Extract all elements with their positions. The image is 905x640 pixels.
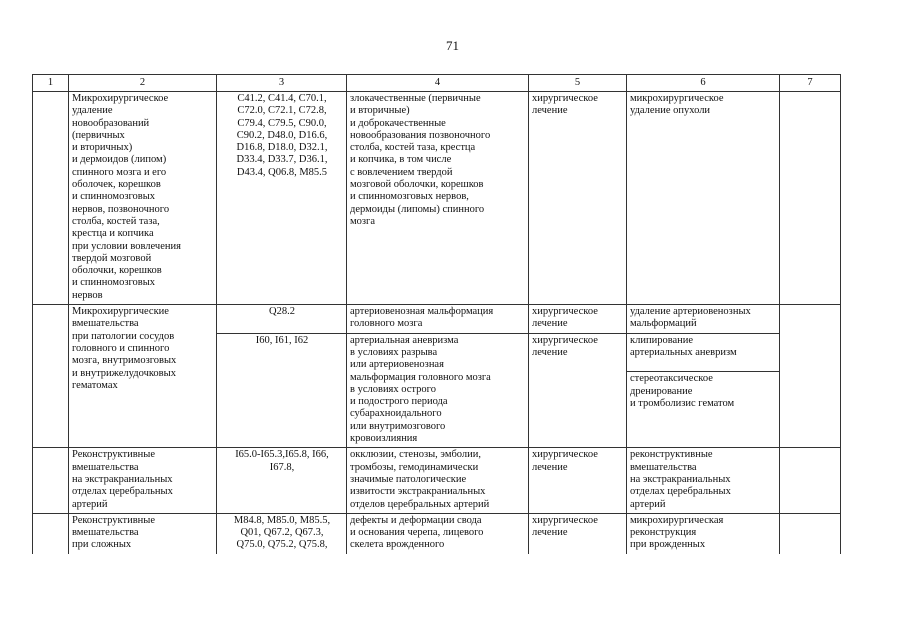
column-7-cell (780, 305, 841, 448)
patient-model-cell: артериовенозная мальформация головного мозга (347, 305, 529, 334)
table-row (33, 513, 841, 553)
icd-codes-cell: Q28.2 (217, 305, 347, 334)
treatment-method-cell: стереотаксическое дренирование и тромболизис гематом (627, 372, 780, 448)
patient-model-cell: окклюзии, стенозы, эмболии, тромбозы, гемодинамически значимые патологические извитости экстракраниальных отделов церебральных артерий (347, 448, 529, 513)
treatment-method-cell: удаление артериовенозных мальформаций (627, 305, 780, 334)
row-index-cell (33, 513, 69, 553)
icd-codes-cell: M84.8, M85.0, M85.5, Q01, Q67.2, Q67.3, Q75.0, Q75.2, Q75.8, (217, 513, 347, 553)
patient-model-cell: артериальная аневризма в условиях разрыва или артериовенозная мальформация головного мозга в условиях острого и подострого периода субарахноидального или внутримозгового кровоизлияния (347, 333, 529, 448)
column-header: 3 (217, 75, 347, 92)
row-index-cell (33, 448, 69, 513)
icd-codes-cell: I60, I61, I62 (217, 333, 347, 448)
row-index-cell (33, 305, 69, 448)
table-row (33, 92, 841, 305)
table-header-row (33, 75, 841, 92)
row-index-cell (33, 92, 69, 305)
treatment-type-cell: хирургическое лечение (529, 448, 627, 513)
icd-codes-cell: C41.2, C41.4, C70.1, C72.0, C72.1, C72.8, C79.4, C79.5, C90.0, C90.2, D48.0, D16.6, D16.8, D18.0, D32.1, D33.4, D33.7, D36.1, D43.4, Q06.8, M85.5 (217, 92, 347, 305)
treatment-method-cell: клипирование артериальных аневризм (627, 333, 780, 372)
intervention-name-cell: Микрохирургическое удаление новообразований (первичных и вторичных) и дермоидов (липом) спинного мозга и его оболочек, корешков и спинномозговых нервов, позвоночного столба, костей таза, крестца и копчика при условии вовлечения твердой мозговой оболочки, корешков и спинномозговых нервов (69, 92, 217, 305)
treatment-type-cell: хирургическое лечение (529, 513, 627, 553)
column-7-cell (780, 513, 841, 553)
patient-model-cell: злокачественные (первичные и вторичные) и доброкачественные новообразования позвоночного столба, костей таза, крестца и копчика, в том числе с вовлечением твердой мозговой оболочки, корешков и спинномозговых нервов, дермоиды (липомы) спинного мозга (347, 92, 529, 305)
page-number: 71 (446, 38, 459, 53)
treatment-type-cell: хирургическое лечение (529, 333, 627, 448)
column-header: 6 (627, 75, 780, 92)
services-table (32, 74, 841, 554)
table-row (33, 305, 841, 334)
treatment-type-cell: хирургическое лечение (529, 92, 627, 305)
table-row (33, 448, 841, 513)
column-7-cell (780, 92, 841, 305)
intervention-name-cell: Микрохирургические вмешательства при патологии сосудов головного и спинного мозга, внутримозговых и внутрижелудочковых гематомах (69, 305, 217, 448)
treatment-type-cell: хирургическое лечение (529, 305, 627, 334)
icd-codes-cell: I65.0-I65.3,I65.8, I66, I67.8, (217, 448, 347, 513)
column-header: 1 (33, 75, 69, 92)
treatment-method-cell: реконструктивные вмешательства на экстракраниальных отделах церебральных артерий (627, 448, 780, 513)
column-header: 7 (780, 75, 841, 92)
column-7-cell (780, 448, 841, 513)
patient-model-cell: дефекты и деформации свода и основания черепа, лицевого скелета врожденного (347, 513, 529, 553)
treatment-method-cell: микрохирургическое удаление опухоли (627, 92, 780, 305)
intervention-name-cell: Реконструктивные вмешательства при сложных (69, 513, 217, 553)
column-header: 4 (347, 75, 529, 92)
treatment-method-cell: микрохирургическая реконструкция при врожденных (627, 513, 780, 553)
column-header: 2 (69, 75, 217, 92)
intervention-name-cell: Реконструктивные вмешательства на экстракраниальных отделах церебральных артерий (69, 448, 217, 513)
column-header: 5 (529, 75, 627, 92)
